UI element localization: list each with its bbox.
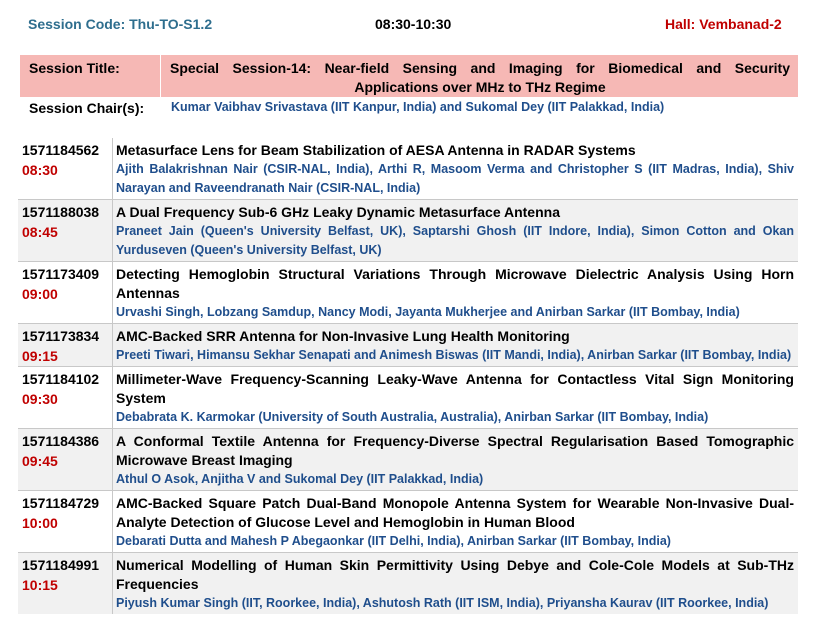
paper-authors: Urvashi Singh, Lobzang Samdup, Nancy Modi, Jayanta Mukherjee and Anirban Sarkar (IIT Bombay, India) [116,305,740,319]
paper-time: 09:45 [22,453,58,469]
paper-id: 1571184386 [22,433,100,449]
session-code: Session Code: Thu-TO-S1.2 [28,16,213,32]
table-row [18,490,798,552]
paper-time: 09:30 [22,391,58,407]
paper-time: 08:45 [22,224,58,240]
paper-time: 09:15 [22,348,58,364]
paper-id-cell [18,429,113,490]
paper-id: 1571173834 [22,328,100,344]
paper-content [116,553,798,614]
paper-authors: Piyush Kumar Singh (IIT, Roorkee, India), Ashutosh Rath (IIT ISM, India), Priyansha Kaurav (IIT Roorkee, India) [116,596,769,610]
paper-id: 1571184729 [22,495,100,511]
session-title-label: Session Title: [29,60,120,76]
paper-title: AMC-Backed SRR Antenna for Non-Invasive Lung Health Monitoring [116,328,570,344]
paper-id-cell [18,138,113,199]
paper-authors: Athul O Asok, Anjitha V and Sukomal Dey (IIT Palakkad, India) [116,472,484,486]
paper-title: Numerical Modelling of Human Skin Permittivity Using Debye and Cole-Cole Models at Sub-THz Frequencies [116,557,794,592]
table-row [18,428,798,490]
paper-title: AMC-Backed Square Patch Dual-Band Monopole Antenna System for Wearable Non-Invasive Dual-Analyte Detection of Glucose Level and Hemoglobin in Human Blood [116,495,794,530]
table-row [18,261,798,323]
table-row [18,552,798,614]
session-chair-label: Session Chair(s): [29,100,145,116]
paper-id-cell [18,200,113,261]
paper-content [116,200,798,261]
paper-id-cell [18,491,113,552]
table-row [18,323,798,366]
paper-title: A Dual Frequency Sub-6 GHz Leaky Dynamic Metasurface Antenna [116,204,560,220]
session-time: 08:30-10:30 [375,16,452,32]
paper-content [116,367,798,428]
session-title: Special Session-14: Near-field Sensing and Imaging for Biomedical and Security Applications over MHz to THz Regime [170,60,790,95]
table-row [18,138,798,199]
paper-content [116,324,798,366]
paper-id-cell [18,553,113,614]
table-row [18,366,798,428]
paper-authors: Preeti Tiwari, Himansu Sekhar Senapati and Animesh Biswas (IIT Mandi, India), Anirban Sarkar (IIT Bombay, India) [116,348,792,362]
paper-authors: Debarati Dutta and Mahesh P Abegaonkar (IIT Delhi, India), Anirban Sarkar (IIT Bombay, India) [116,534,671,548]
paper-time: 08:30 [22,162,58,178]
paper-content [116,138,798,199]
paper-time: 10:15 [22,577,58,593]
session-chairs: Kumar Vaibhav Srivastava (IIT Kanpur, India) and Sukomal Dey (IIT Palakkad, India) [171,100,665,114]
paper-id: 1571188038 [22,204,100,220]
paper-title: Millimeter-Wave Frequency-Scanning Leaky-Wave Antenna for Contactless Vital Sign Monitoring System [116,371,794,406]
paper-authors: Debabrata K. Karmokar (University of South Australia, Australia), Anirban Sarkar (IIT Bombay, India) [116,410,709,424]
paper-id: 1571173409 [22,266,100,282]
paper-time: 10:00 [22,515,58,531]
table-row [18,199,798,261]
paper-title: Metasurface Lens for Beam Stabilization of AESA Antenna in RADAR Systems [116,142,636,158]
paper-content [116,429,798,490]
session-hall: Hall: Vembanad-2 [665,16,782,32]
paper-title: Detecting Hemoglobin Structural Variations Through Microwave Dielectric Analysis Using Horn Antennas [116,266,794,301]
paper-id: 1571184991 [22,557,100,573]
paper-title: A Conformal Textile Antenna for Frequency-Diverse Spectral Regularisation Based Tomographic Microwave Breast Imaging [116,433,794,468]
paper-content [116,491,798,552]
paper-time: 09:00 [22,286,58,302]
paper-authors: Praneet Jain (Queen's University Belfast, UK), Saptarshi Ghosh (IIT Indore, India), Simon Cotton and Okan Yurduseven (Queen's University Belfast, UK) [116,224,794,257]
paper-authors: Ajith Balakrishnan Nair (CSIR-NAL, India), Arthi R, Masoom Verma and Christopher S (IIT Madras, India), Shiv Narayan and Raveendranath Nair (CSIR-NAL, India) [116,162,794,195]
paper-id: 1571184562 [22,142,100,158]
session-title-row [20,55,798,97]
paper-id: 1571184102 [22,371,100,387]
title-divider [160,55,161,97]
paper-table [18,138,798,614]
paper-content [116,262,798,323]
paper-id-cell [18,367,113,428]
paper-id-cell [18,262,113,323]
paper-id-cell [18,324,113,366]
